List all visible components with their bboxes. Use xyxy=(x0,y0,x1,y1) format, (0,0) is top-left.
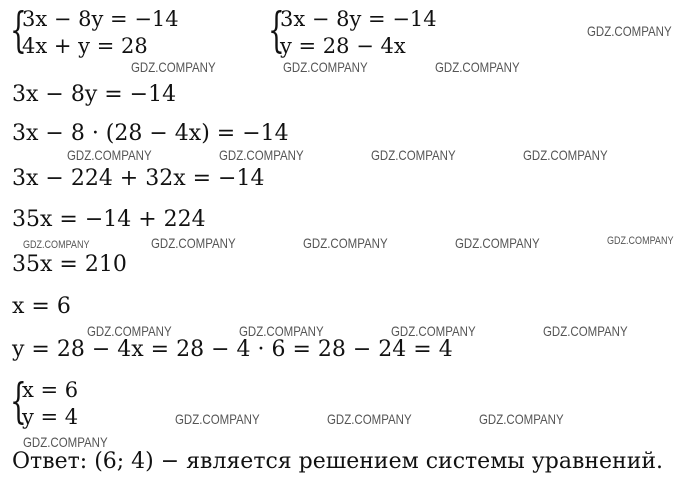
watermark: GDZ.COMPANY xyxy=(607,235,674,247)
watermark: GDZ.COMPANY xyxy=(151,235,236,251)
system-1-row-1: 3x − 8y = −14 xyxy=(22,7,179,31)
watermark: GDZ.COMPANY xyxy=(303,235,388,251)
watermark: GDZ.COMPANY xyxy=(283,59,368,75)
watermark: GDZ.COMPANY xyxy=(479,411,564,427)
system-1-row-2: 4x + y = 28 xyxy=(22,34,148,58)
watermark: GDZ.COMPANY xyxy=(371,147,456,163)
watermark: GDZ.COMPANY xyxy=(175,411,260,427)
solution-system xyxy=(10,373,170,431)
brace-icon: { xyxy=(10,2,27,58)
watermark: GDZ.COMPANY xyxy=(131,59,216,75)
step-5: 35x = 210 xyxy=(12,252,127,277)
watermark: GDZ.COMPANY xyxy=(219,147,304,163)
watermark: GDZ.COMPANY xyxy=(543,323,628,339)
step-1: 3x − 8y = −14 xyxy=(12,82,177,107)
watermark: GDZ.COMPANY xyxy=(435,59,520,75)
system-2 xyxy=(268,2,488,60)
step-6: x = 6 xyxy=(12,294,71,319)
watermark: GDZ.COMPANY xyxy=(23,239,90,251)
watermark: GDZ.COMPANY xyxy=(67,147,152,163)
brace-icon: { xyxy=(268,2,285,58)
watermark: GDZ.COMPANY xyxy=(327,411,412,427)
system-2-row-1: 3x − 8y = −14 xyxy=(280,7,437,31)
solution-row-2: y = 4 xyxy=(22,405,79,429)
watermark: GDZ.COMPANY xyxy=(391,323,476,339)
watermark: GDZ.COMPANY xyxy=(587,23,672,39)
solution-row-1: x = 6 xyxy=(22,378,79,402)
watermark: GDZ.COMPANY xyxy=(23,434,108,450)
answer-text: Ответ: (6; 4) − является решением системы уравнений. xyxy=(12,449,664,474)
brace-icon: { xyxy=(10,373,27,429)
step-2: 3x − 8 · (28 − 4x) = −14 xyxy=(12,121,289,146)
step-7: y = 28 − 4x = 28 − 4 · 6 = 28 − 24 = 4 xyxy=(12,337,453,362)
step-4: 35x = −14 + 224 xyxy=(12,207,206,232)
system-1 xyxy=(10,2,210,60)
system-2-row-2: y = 28 − 4x xyxy=(280,34,406,58)
watermark: GDZ.COMPANY xyxy=(455,235,540,251)
step-3: 3x − 224 + 32x = −14 xyxy=(12,166,265,191)
watermark: GDZ.COMPANY xyxy=(523,147,608,163)
watermark: GDZ.COMPANY xyxy=(239,323,324,339)
watermark: GDZ.COMPANY xyxy=(87,323,172,339)
